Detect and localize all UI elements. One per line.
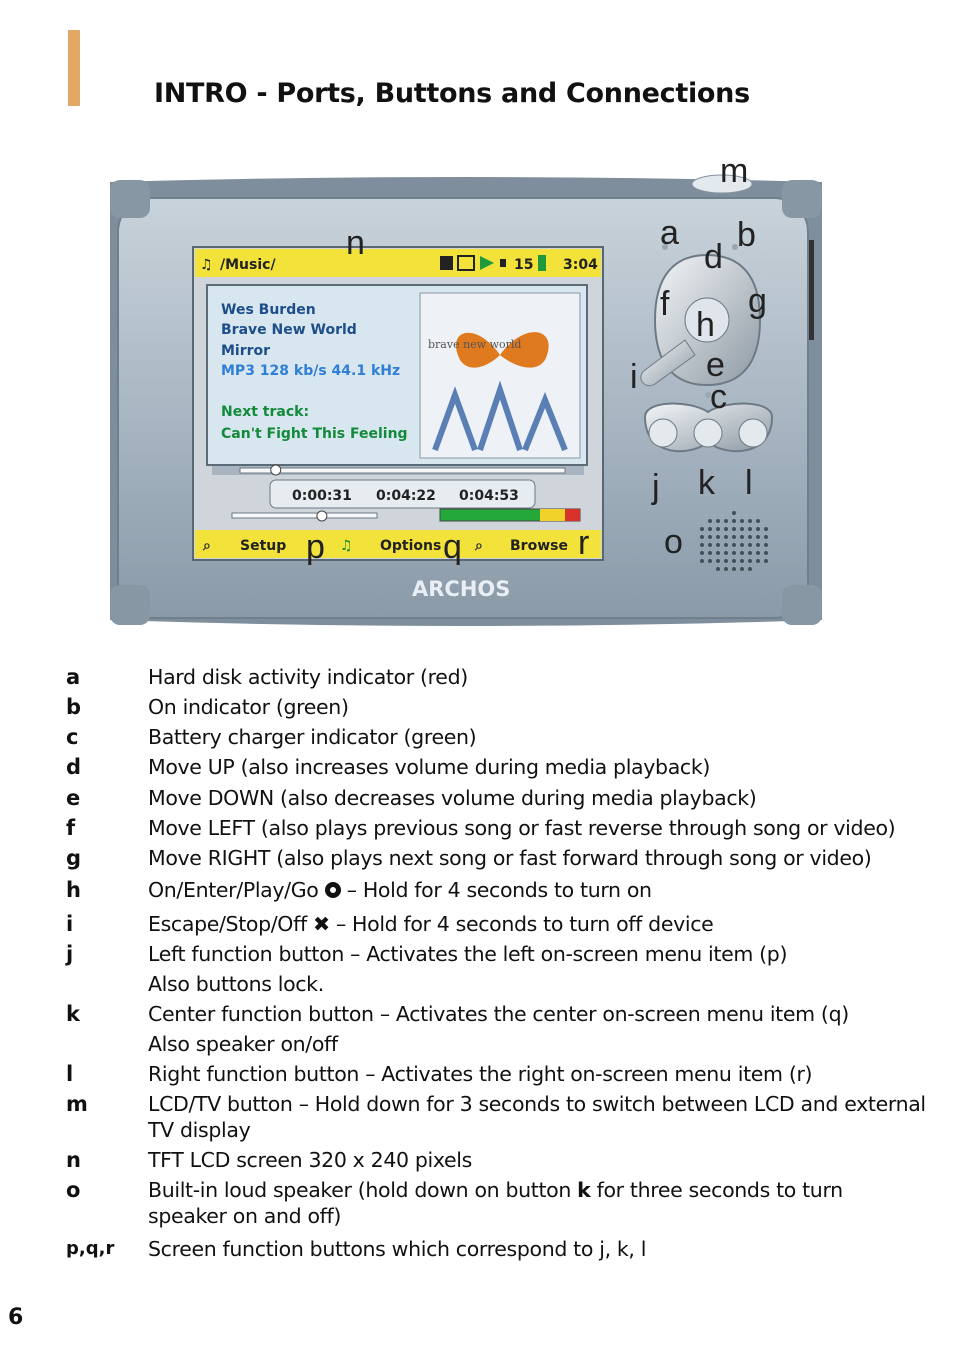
definition-text: Screen function buttons which correspond to j, k, l: [148, 1237, 647, 1261]
callout-o: o: [664, 523, 683, 561]
callout-e: e: [706, 346, 725, 384]
callout-d: d: [704, 238, 723, 276]
definition-key: k: [66, 1002, 80, 1026]
definition-text-after: – Hold for 4 seconds to turn on: [340, 878, 652, 902]
definition-key: p,q,r: [66, 1238, 115, 1259]
definition-row-k: [66, 1001, 926, 1057]
device-illustration: [100, 150, 830, 645]
definition-text-extra: Also buttons lock.: [148, 972, 324, 996]
callout-q: q: [443, 528, 462, 566]
definition-row-a: [66, 664, 926, 690]
definition-row-e: [66, 785, 926, 811]
definition-key: j: [66, 942, 74, 966]
svg-text:♫: ♫: [340, 538, 353, 554]
callout-n: n: [346, 224, 365, 262]
lcd-next-label: Next track:: [221, 404, 310, 420]
definition-row-d: [66, 754, 926, 780]
definition-row-i: [66, 911, 926, 937]
definition-key: l: [66, 1062, 74, 1086]
definition-key: c: [66, 725, 79, 749]
definition-key: o: [66, 1178, 81, 1202]
definition-key: g: [66, 846, 82, 870]
position-knob: [271, 465, 281, 475]
definition-text: Hard disk activity indicator (red): [148, 665, 468, 689]
definition-key: n: [66, 1148, 81, 1172]
definition-row-pqr: [66, 1236, 926, 1262]
lcd-path: /Music/: [220, 257, 276, 273]
lcd-time-total: 0:04:53: [459, 488, 519, 504]
lcd-next-track: Can't Fight This Feeling: [221, 426, 408, 442]
definition-row-c: [66, 724, 926, 750]
definition-row-f: [66, 815, 926, 841]
callout-c: c: [710, 378, 727, 416]
softkey-setup: Setup: [240, 538, 287, 554]
definition-key: e: [66, 786, 81, 810]
callout-k: k: [698, 464, 715, 502]
callout-g: g: [748, 282, 767, 320]
definition-text: Right function button – Activates the right on-screen menu item (r): [148, 1062, 813, 1086]
callout-m: m: [720, 152, 749, 190]
softkey-browse: Browse: [510, 538, 568, 554]
page-number: 6: [8, 1305, 24, 1330]
definition-row-g: [66, 845, 926, 871]
definition-row-l: [66, 1061, 926, 1087]
definition-text: Escape/Stop/Off: [148, 912, 313, 936]
cross-icon: ✖: [313, 912, 330, 936]
definition-key: f: [66, 816, 76, 840]
lcd-clock: 3:04: [563, 257, 598, 273]
definition-text: Built-in loud speaker (hold down on button: [148, 1178, 578, 1202]
callout-l: l: [745, 464, 753, 502]
page-title: INTRO - Ports, Buttons and Connections: [154, 78, 750, 109]
brand-logo: ARCHOS: [412, 577, 511, 601]
callout-r: r: [578, 524, 590, 562]
softkey-options: Options: [380, 538, 442, 554]
callout-a: a: [660, 214, 679, 252]
lcd-time-elapsed: 0:00:31: [292, 488, 352, 504]
lcd-battery-level: 15: [514, 257, 534, 273]
definition-text: Center function button – Activates the center on-screen menu item (q): [148, 1002, 849, 1026]
definition-text: On indicator (green): [148, 695, 349, 719]
lcd-album: Brave New World: [221, 322, 357, 338]
definition-text: Move DOWN (also decreases volume during media playback): [148, 786, 757, 810]
definition-text-after: for three seconds to turn speaker on and off): [148, 1178, 843, 1228]
callout-f: f: [660, 285, 670, 323]
lcd-song: Mirror: [221, 343, 271, 359]
definition-text: On/Enter/Play/Go: [148, 878, 325, 902]
definition-row-j: [66, 941, 926, 997]
definition-text: Move UP (also increases volume during media playback): [148, 755, 711, 779]
definition-key: i: [66, 912, 74, 936]
callout-j: j: [652, 468, 660, 506]
play-circle-icon: [325, 882, 341, 898]
lcd-artist: Wes Burden: [221, 302, 316, 318]
definition-text: Move LEFT (also plays previous song or fast reverse through song or video): [148, 816, 896, 840]
definition-text-extra: Also speaker on/off: [148, 1032, 338, 1056]
callout-h: h: [696, 306, 715, 344]
definition-row-o: [66, 1177, 926, 1229]
svg-text:♫: ♫: [200, 257, 213, 273]
lcd-time-remaining: 0:04:22: [376, 488, 436, 504]
definition-text-after: – Hold for 4 seconds to turn off device: [329, 912, 714, 936]
definition-key: b: [66, 695, 82, 719]
callout-b: b: [737, 216, 756, 254]
definition-row-h: [66, 877, 926, 903]
definition-key: h: [66, 878, 81, 902]
definition-text: Move RIGHT (also plays next song or fast forward through song or video): [148, 846, 872, 870]
definition-key: d: [66, 755, 82, 779]
callout-p: p: [306, 528, 325, 566]
volume-knob: [317, 511, 327, 521]
svg-text:⌕: ⌕: [203, 538, 211, 554]
definition-text: TFT LCD screen 320 x 240 pixels: [148, 1148, 472, 1172]
definition-key: a: [66, 665, 81, 689]
definition-text: LCD/TV button – Hold down for 3 seconds to switch between LCD and external TV display: [148, 1092, 926, 1142]
lcd-format: MP3 128 kb/s 44.1 kHz: [221, 363, 401, 379]
album-art-text: brave new world: [428, 338, 522, 351]
definition-key: m: [66, 1092, 88, 1116]
callout-i: i: [630, 358, 638, 396]
definition-text: Left function button – Activates the left on-screen menu item (p): [148, 942, 788, 966]
definition-list: [66, 664, 926, 1262]
title-accent-bar: [68, 30, 80, 106]
definition-text-bold: k: [577, 1178, 591, 1202]
definition-row-b: [66, 694, 926, 720]
definition-row-n: [66, 1147, 926, 1173]
definition-row-m: [66, 1091, 926, 1143]
svg-text:⌕: ⌕: [475, 538, 483, 554]
definition-text: Battery charger indicator (green): [148, 725, 477, 749]
